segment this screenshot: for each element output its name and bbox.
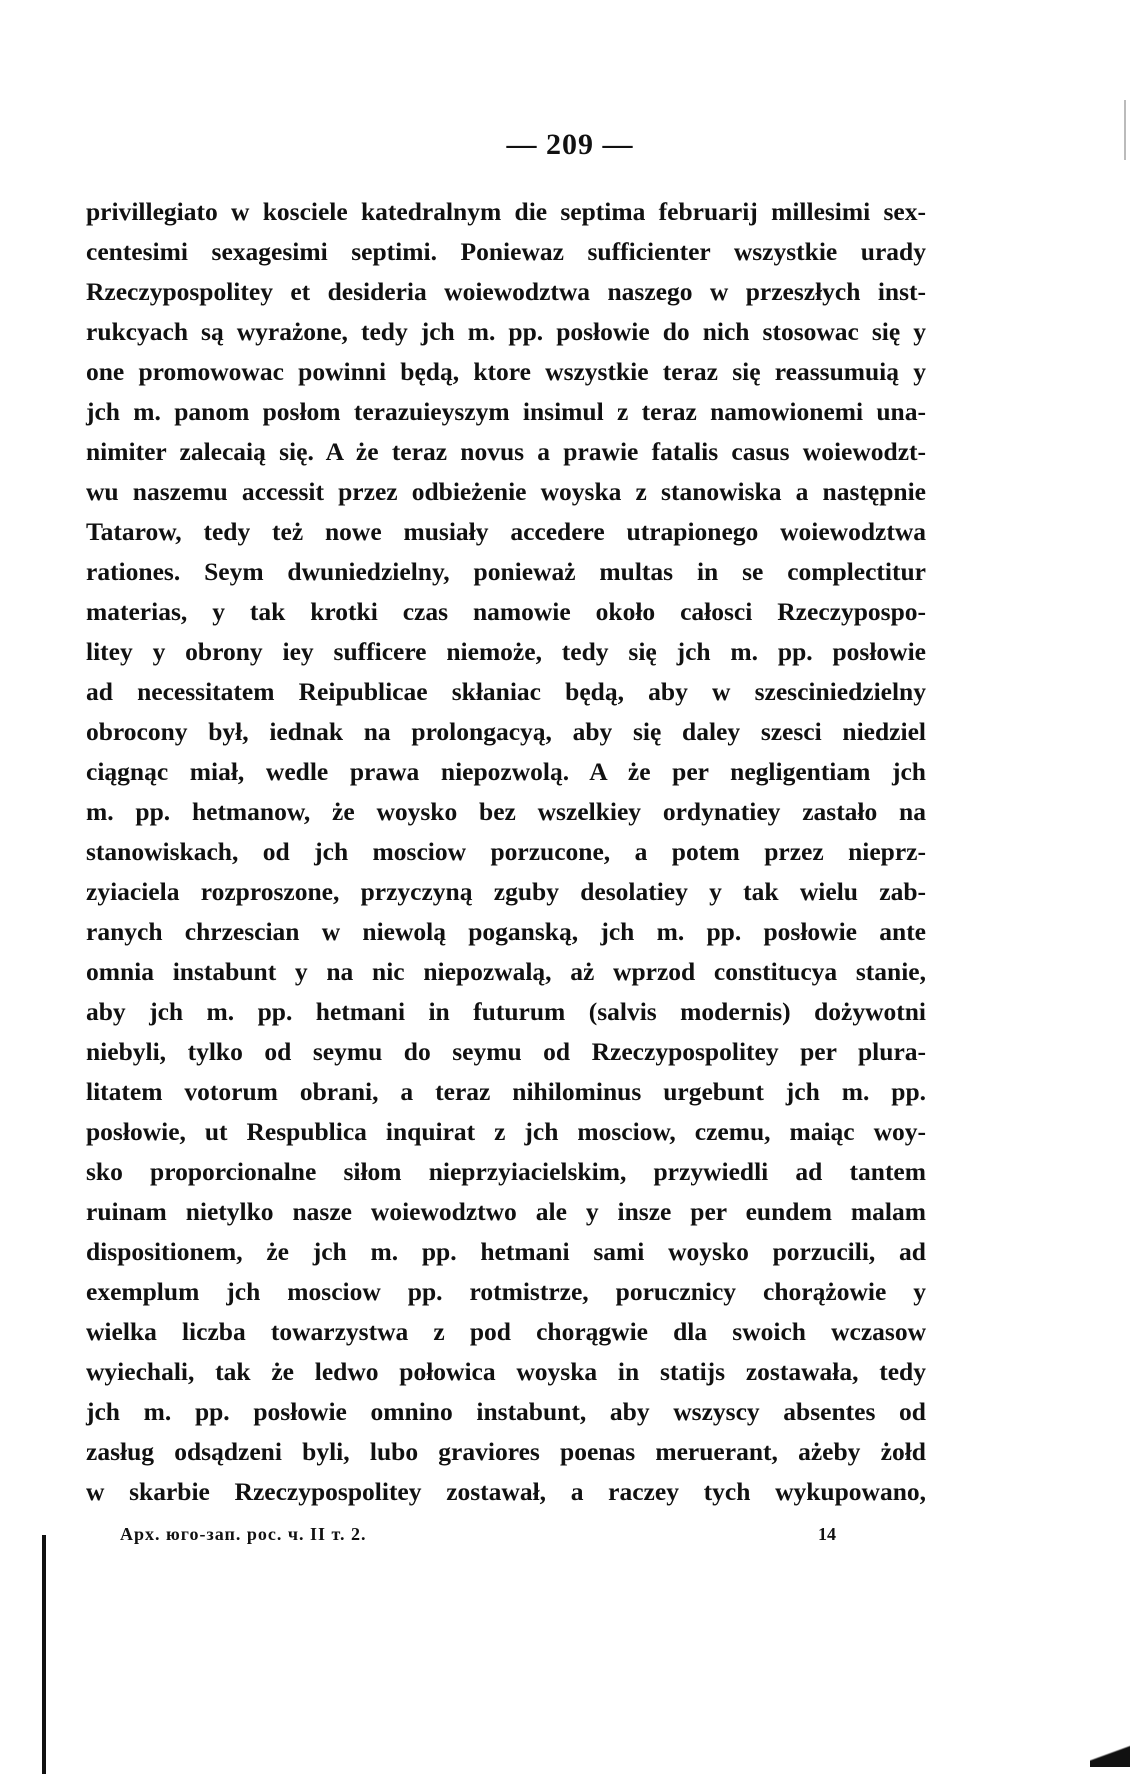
text-line: niebyli, tylko od seymu do seymu od Rzeczypospolitey per plura- xyxy=(86,1037,926,1066)
text-line: rationes. Seym dwuniedzielny, ponieważ multas in se complectitur xyxy=(86,557,926,586)
text-line: exemplum jch mosciow pp. rotmistrze, porucznicy chorążowie y xyxy=(86,1277,926,1306)
body-text xyxy=(86,192,926,1512)
text-line: ciągnąc miał, wedle prawa niepozwolą. A że per negligentiam jch xyxy=(86,757,926,786)
text-line: dispositionem, że jch m. pp. hetmani sami woysko porzucili, ad xyxy=(86,1237,926,1266)
scan-corner-smudge xyxy=(1090,1745,1130,1767)
text-line: privillegiato w kosciele katedralnym die septima februarij millesimi sex- xyxy=(86,197,926,226)
text-line: materias, y tak krotki czas namowie około całosci Rzeczypospo- xyxy=(86,597,926,626)
scan-edge-line xyxy=(42,1535,46,1774)
text-line: obrocony był, iednak na prolongacyą, aby się daley szesci niedziel xyxy=(86,717,926,746)
text-line: one promowowac powinni będą, ktore wszystkie teraz się reassumuią y xyxy=(86,357,926,386)
text-line: wyiechali, tak że ledwo połowica woyska in statijs zostawała, tedy xyxy=(86,1357,926,1386)
text-line: rukcyach są wyrażone, tedy jch m. pp. posłowie do nich stosowac się y xyxy=(86,317,926,346)
text-line: m. pp. hetmanow, że woysko bez wszelkiey ordynatiey zastało na xyxy=(86,797,926,826)
text-line: posłowie, ut Respublica inquirat z jch mosciow, czemu, maiąc woy- xyxy=(86,1117,926,1146)
text-line: wu naszemu accessit przez odbieżenie woyska z stanowiska a następnie xyxy=(86,477,926,506)
text-line: aby jch m. pp. hetmani in futurum (salvis modernis) dożywotni xyxy=(86,997,926,1026)
text-line: litatem votorum obrani, a teraz nihilominus urgebunt jch m. pp. xyxy=(86,1077,926,1106)
text-line: ruinam nietylko nasze woiewodztwo ale y insze per eundem malam xyxy=(86,1197,926,1226)
page-number: — 209 — xyxy=(506,128,634,161)
text-line: Rzeczypospolitey et desideria woiewodztwa naszego w przeszłych inst- xyxy=(86,277,926,306)
text-line: omnia instabunt y na nic niepozwalą, aż wprzod constitucya stanie, xyxy=(86,957,926,986)
text-line: sko proporcionalne siłom nieprzyiacielskim, przywiedli ad tantem xyxy=(86,1157,926,1186)
text-line: litey y obrony iey sufficere niemoże, tedy się jch m. pp. posłowie xyxy=(86,637,926,666)
footer-reference: Арх. юго-зап. рос. ч. II т. 2. xyxy=(120,1524,367,1544)
text-line: Tatarow, tedy też nowe musiały accedere utrapionego woiewodztwa xyxy=(86,517,926,546)
text-line: jch m. panom posłom terazuieyszym insimul z teraz namowionemi una- xyxy=(86,397,926,426)
text-line: w skarbie Rzeczypospolitey zostawał, a raczey tych wykupowano, xyxy=(86,1477,926,1506)
text-line: nimiter zalecaią się. A że teraz novus a prawie fatalis casus woiewodzt- xyxy=(86,437,926,466)
text-line: centesimi sexagesimi septimi. Poniewaz sufficienter wszystkie urady xyxy=(86,237,926,266)
text-line: ranych chrzescian w niewolą poganską, jch m. pp. posłowie ante xyxy=(86,917,926,946)
signature-mark: 14 xyxy=(818,1524,836,1544)
text-line: jch m. pp. posłowie omnino instabunt, aby wszyscy absentes od xyxy=(86,1397,926,1426)
text-line: wielka liczba towarzystwa z pod chorągwie dla swoich wczasow xyxy=(86,1317,926,1346)
text-line: stanowiskach, od jch mosciow porzucone, a potem przez nieprz- xyxy=(86,837,926,866)
text-line: zasług odsądzeni byli, lubo graviores poenas meruerant, ażeby żołd xyxy=(86,1437,926,1466)
text-line: zyiaciela rozproszone, przyczyną zguby desolatiey y tak wielu zab- xyxy=(86,877,926,906)
text-line: ad necessitatem Reipublicae skłaniac będą, aby w szesciniedzielny xyxy=(86,677,926,706)
